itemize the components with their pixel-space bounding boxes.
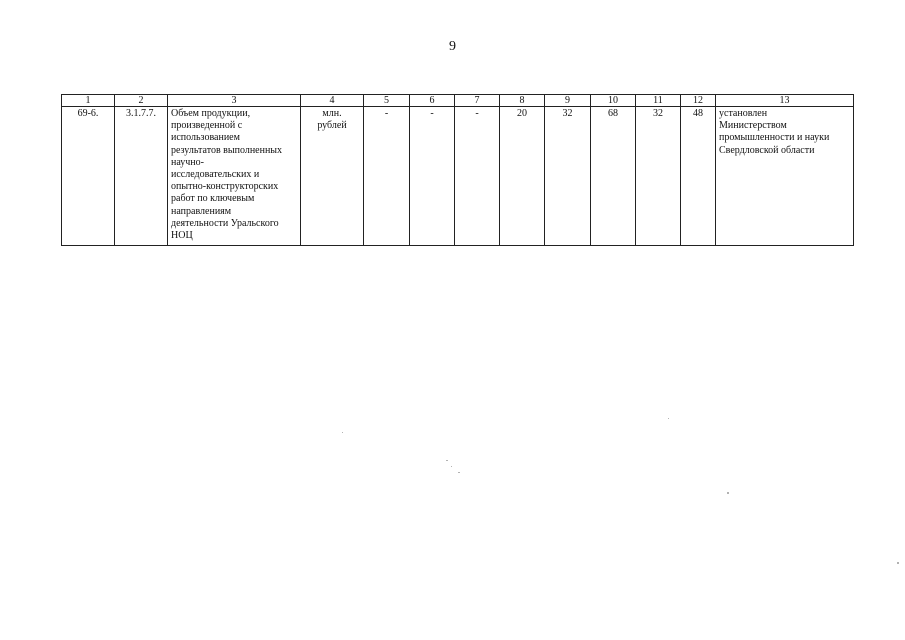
column-header-13: 13	[716, 95, 854, 107]
scan-speck	[727, 492, 729, 494]
value-cell-12: 48	[681, 107, 716, 246]
indicator-name-line: результатов выполненных	[171, 144, 283, 156]
note-line: установлен	[719, 108, 768, 119]
scan-speck	[446, 460, 448, 461]
unit-line: рублей	[317, 120, 347, 132]
value-cell-9: 32	[545, 107, 591, 246]
column-header-1: 1	[62, 95, 115, 107]
column-header-9: 9	[545, 95, 591, 107]
value-cell-5: -	[364, 107, 410, 246]
scan-speck	[897, 562, 899, 564]
table-row	[62, 107, 854, 246]
unit-line: млн.	[322, 108, 342, 119]
column-header-6: 6	[410, 95, 455, 107]
column-header-10: 10	[591, 95, 636, 107]
indicator-name-line: использованием	[171, 132, 240, 144]
value-cell-10: 68	[591, 107, 636, 246]
value-cell-11: 32	[636, 107, 681, 246]
note-line: Министерством	[719, 120, 787, 132]
note-line: промышленности и науки	[719, 132, 830, 144]
indicator-name-line: деятельности Уральского	[171, 217, 279, 229]
scan-speck	[668, 418, 669, 419]
column-header-7: 7	[455, 95, 500, 107]
value-cell-8: 20	[500, 107, 545, 246]
column-header-5: 5	[364, 95, 410, 107]
column-header-12: 12	[681, 95, 716, 107]
indicator-name-line: произведенной с	[171, 120, 243, 132]
row-number-cell: 69-6.	[62, 107, 115, 246]
column-header-11: 11	[636, 95, 681, 107]
value-cell-7: -	[455, 107, 500, 246]
page-number: 9	[449, 39, 456, 54]
item-code-cell: 3.1.7.7.	[115, 107, 168, 246]
indicator-name-line: исследовательских и	[171, 169, 260, 181]
indicator-name-line: опытно-конструкторских	[171, 181, 279, 193]
indicator-name-line: Объем продукции,	[171, 108, 251, 119]
column-header-2: 2	[115, 95, 168, 107]
indicator-name-line: работ по ключевым	[171, 193, 255, 205]
indicator-name-line: НОЦ	[171, 230, 193, 242]
note-cell	[716, 107, 854, 246]
indicator-name-line: направлениям	[171, 205, 232, 217]
column-header-4: 4	[301, 95, 364, 107]
unit-cell	[301, 107, 364, 246]
indicators-table	[61, 94, 854, 246]
note-line: Свердловской области	[719, 144, 815, 156]
table-header-row	[62, 95, 854, 107]
column-header-3: 3	[168, 95, 301, 107]
scan-speck	[342, 432, 343, 433]
scan-speck	[458, 472, 460, 473]
column-header-8: 8	[500, 95, 545, 107]
indicator-name-cell	[168, 107, 301, 246]
scan-speck	[451, 466, 452, 467]
value-cell-6: -	[410, 107, 455, 246]
indicator-name-line: научно-	[171, 156, 204, 168]
